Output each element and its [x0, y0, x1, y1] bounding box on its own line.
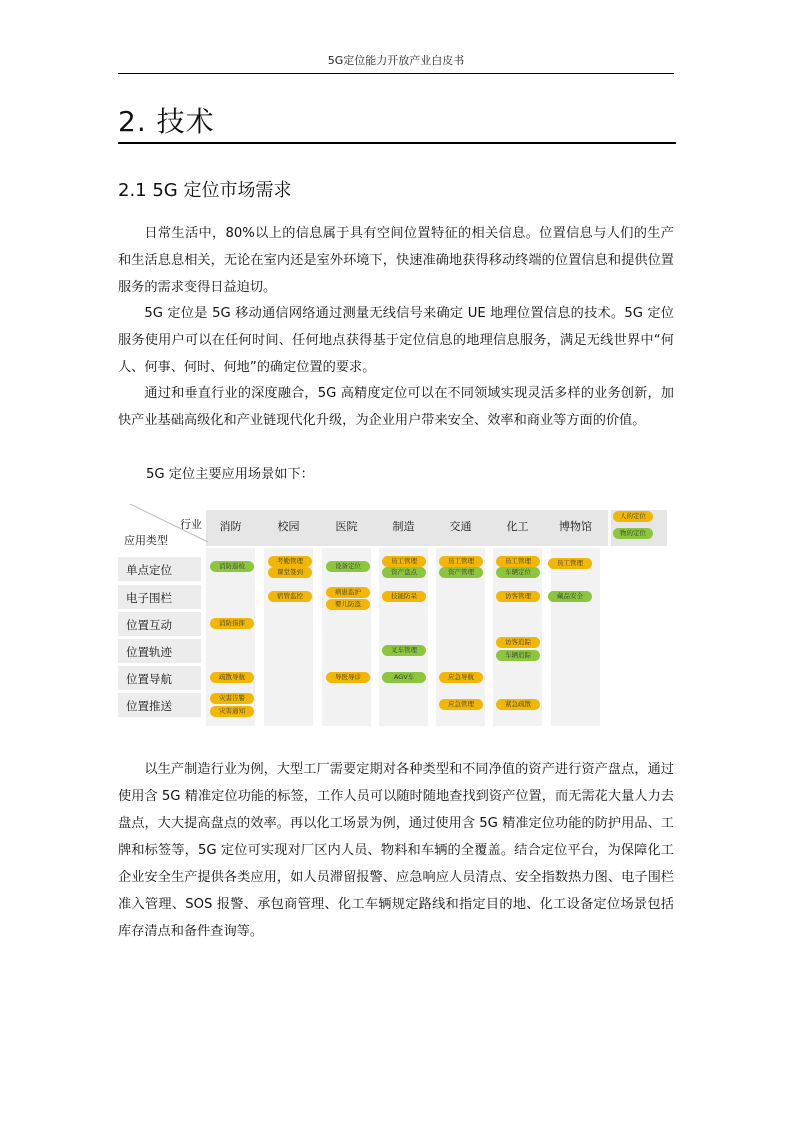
scenario-pill: 资产盘点 [382, 567, 426, 578]
scenario-pill: 考勤管理 [268, 556, 312, 567]
scenario-pill: 员工管理 [496, 556, 540, 567]
industry-header: 医院 [335, 520, 358, 533]
industry-header: 交通 [449, 520, 472, 533]
paragraph-2: 5G 定位是 5G 移动通信网络通过测量无线信号来确定 UE 地理位置信息的技术。5G 定位服务使用户可以在任何时间、任何地点获得基于定位信息的地理信息服务，满足无线世界中“何人、何事、何时、何地”的确定位置的要求。 [118, 306, 674, 375]
scenario-pill: 宿管监控 [268, 591, 312, 602]
legend-object: 物的定位 [613, 528, 653, 539]
scenario-pill: 应急管理 [439, 699, 483, 710]
scenario-pill: 藏品安全 [548, 591, 592, 602]
column-band [322, 548, 371, 726]
app-type-label: 位置推送 [126, 699, 172, 713]
legend-person: 人的定位 [613, 511, 653, 522]
scenario-pill: 消防指挥 [210, 618, 254, 629]
scenario-pill: 员工管理 [382, 556, 426, 567]
scenario-pill: 课堂签到 [268, 567, 312, 578]
app-type-label: 位置轨迹 [126, 645, 172, 659]
scenario-pill: 资产管理 [439, 567, 483, 578]
scenario-pill: 车辆定位 [496, 567, 540, 578]
scenario-pill: 车辆追踪 [496, 650, 540, 661]
scenario-pill: 灾害告警 [210, 693, 254, 704]
scenario-pill: 员工管理 [439, 556, 483, 567]
section-title: 2.1 5G 定位市场需求 [118, 180, 292, 201]
paragraph-1: 日常生活中，80%以上的信息属于具有空间位置特征的相关信息。位置信息与人们的生产和生活息息相关，无论在室内还是室外环境下，快速准确地获得移动终端的位置信息和提供位置服务的需求变得日益迫切。 [118, 226, 674, 295]
industry-header: 校园 [277, 520, 300, 533]
application-scenario-table [118, 500, 678, 730]
scenario-pill: 员工管理 [548, 558, 592, 569]
paragraph-3: 通过和垂直行业的深度融合，5G 高精度定位可以在不同领域实现灵活多样的业务创新，加快产业基础高级化和产业链现代化升级，为企业用户带来安全、效率和商业等方面的价值。 [118, 386, 674, 428]
scenario-pill: 访客追踪 [496, 637, 540, 648]
scenario-pill: 消防巡检 [210, 561, 254, 572]
industry-header: 消防 [219, 520, 242, 533]
column-band [551, 548, 600, 726]
scenario-pill: 设备定位 [326, 561, 370, 572]
chapter-rule [118, 142, 676, 144]
scenario-pill: 病患监护 [326, 587, 370, 598]
app-type-label: 位置导航 [126, 672, 172, 686]
app-type-label: 电子围栏 [126, 591, 172, 605]
scenario-pill: 疏散导航 [210, 672, 254, 683]
scenario-pill: 访客管理 [496, 591, 540, 602]
scenario-pill: 灾害通知 [210, 706, 254, 717]
app-type-label: 单点定位 [126, 563, 172, 577]
industry-header: 化工 [506, 520, 529, 533]
header-rule [118, 73, 674, 74]
scenario-pill: AGV车 [382, 672, 426, 683]
scenario-pill: 叉车管理 [382, 645, 426, 656]
chapter-title: 2. 技术 [118, 105, 215, 138]
paragraph-4: 以生产制造行业为例，大型工厂需要定期对各种类型和不同净值的资产进行资产盘点，通过使用含 5G 精准定位功能的标签，工作人员可以随时随地查找到资产位置，而无需花大量人力去盘点，大大提高盘点的效率。再以化工场景为例，通过使用含 5G 精准定位功能的防护用品、工牌和标签等，5G 定位可实现对厂区内人员、物料和车辆的全覆盖。结合定位平台，为保障化工企业安全生产提供各类应用，如人员滞留报警、应急响应人员清点、安全指数热力图、电子围栏准入管理、SOS 报警、承包商管理、化工车辆规定路线和指定目的地、化工设备定位场景包括库存清点和备件查询等。 [118, 762, 674, 939]
scenario-pill: 紧急疏散 [496, 699, 540, 710]
scenario-pill: 应急导航 [439, 672, 483, 683]
industry-header: 制造 [392, 520, 415, 533]
industry-header: 博物馆 [559, 520, 592, 533]
scenario-pill: 婴儿防盗 [326, 599, 370, 610]
scenario-pill: 导医导诊 [326, 672, 370, 683]
app-type-label: 位置互动 [126, 618, 172, 632]
corner-apptype-label: 应用类型 [124, 534, 168, 547]
scenario-pill: 技能防呆 [382, 591, 426, 602]
page-header: 5G定位能力开放产业白皮书 [327, 54, 465, 67]
corner-industry-label: 行业 [180, 518, 202, 531]
figure-intro: 5G 定位主要应用场景如下： [146, 467, 314, 482]
